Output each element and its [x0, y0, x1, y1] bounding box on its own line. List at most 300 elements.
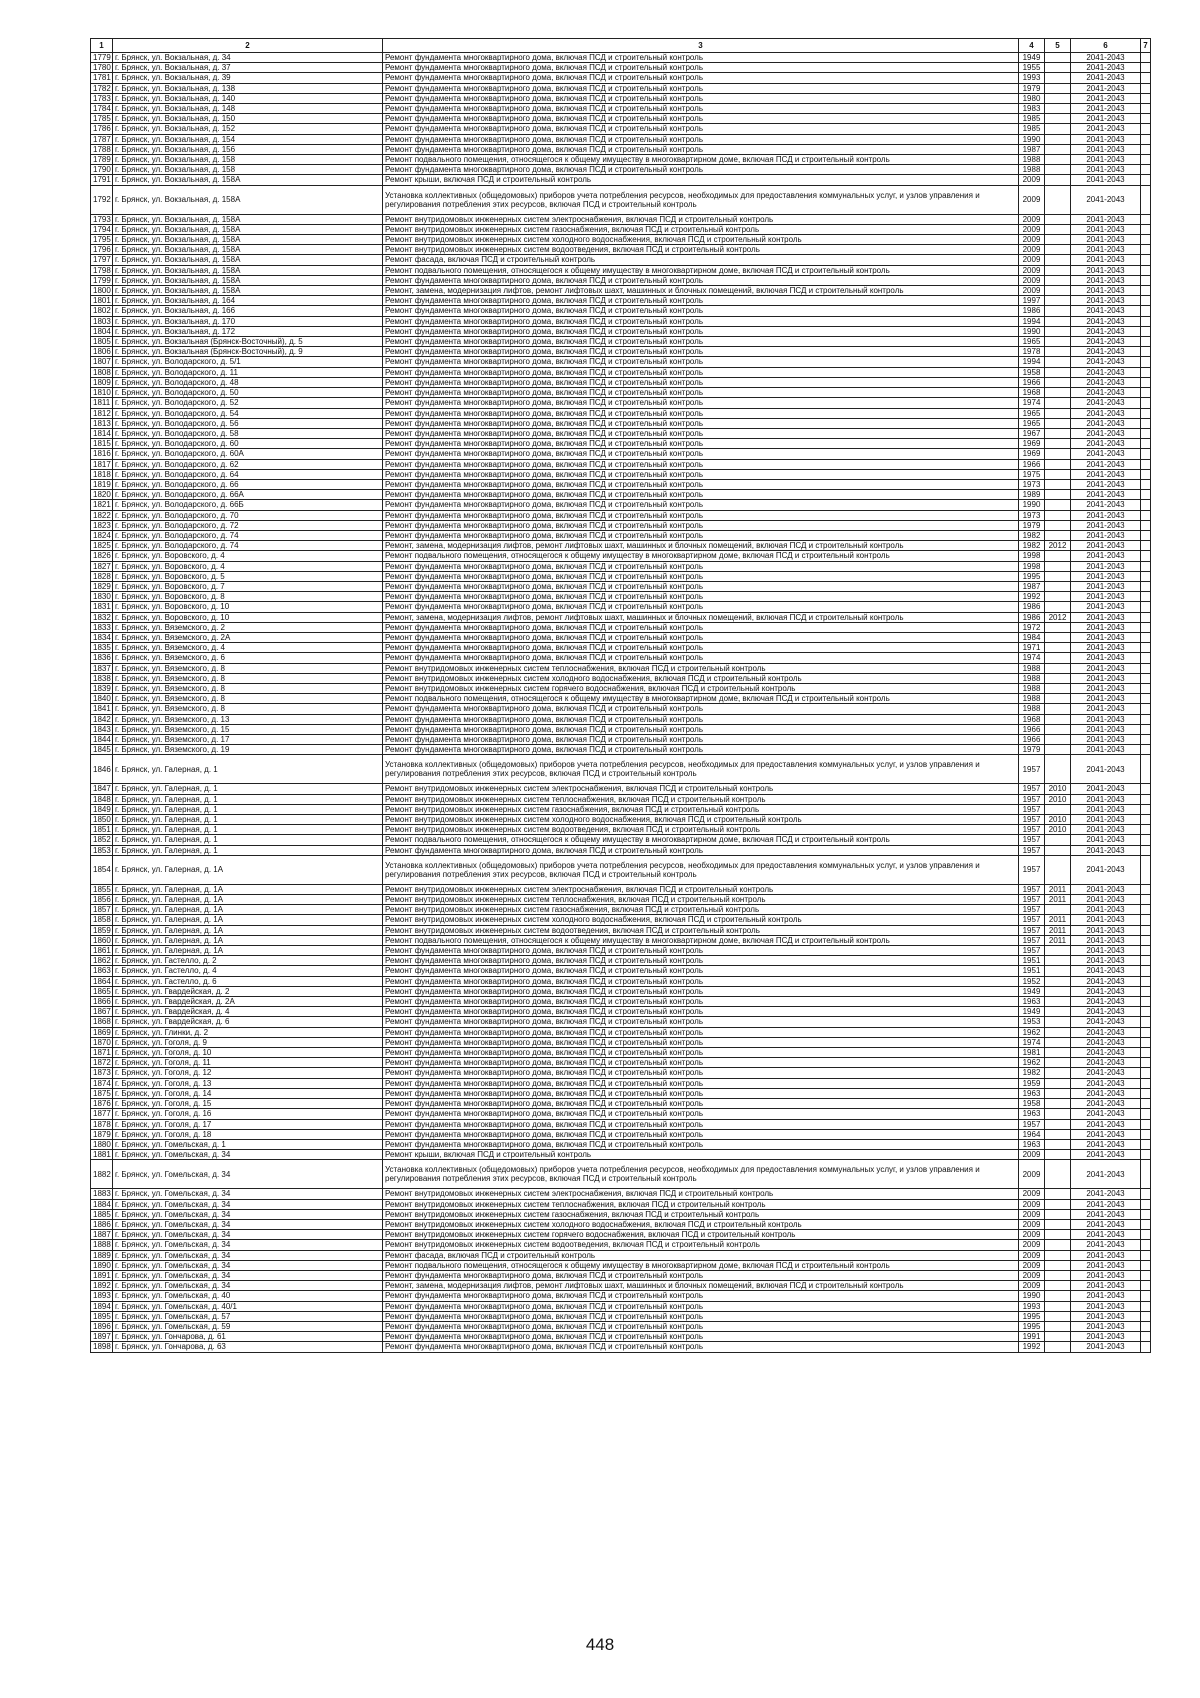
- planned-period: 2041-2043: [1071, 956, 1141, 966]
- build-year: 1988: [1019, 683, 1045, 693]
- build-year: 2009: [1019, 1219, 1045, 1229]
- col7-cell: [1141, 997, 1151, 1007]
- work-type: Ремонт фундамента многоквартирного дома, включая ПСД и строительный контроль: [383, 735, 1019, 745]
- planned-period: 2041-2043: [1071, 724, 1141, 734]
- table-row: [91, 683, 1151, 693]
- col7-cell: [1141, 53, 1151, 63]
- table-row: [91, 632, 1151, 642]
- table-row: [91, 714, 1151, 724]
- row-number: 1885: [91, 1209, 113, 1219]
- last-repair-year: [1045, 73, 1071, 83]
- work-type: Ремонт внутридомовых инженерных систем газоснабжения, включая ПСД и строительный контроль: [383, 804, 1019, 814]
- work-type: Ремонт фундамента многоквартирного дома, включая ПСД и строительный контроль: [383, 114, 1019, 124]
- planned-period: 2041-2043: [1071, 479, 1141, 489]
- planned-period: 2041-2043: [1071, 571, 1141, 581]
- build-year: 1962: [1019, 1058, 1045, 1068]
- address: г. Брянск, ул. Воровского, д. 8: [113, 592, 383, 602]
- work-type: Установка коллективных (общедомовых) приборов учета потребления ресурсов, необходимых для предоставления коммунальных услуг, и узлов управления и регулирования потребления этих ресурсов, включая ПСД и строительный контроль: [383, 1160, 1019, 1189]
- row-number: 1820: [91, 490, 113, 500]
- planned-period: 2041-2043: [1071, 551, 1141, 561]
- work-type: Ремонт фундамента многоквартирного дома, включая ПСД и строительный контроль: [383, 1321, 1019, 1331]
- address: г. Брянск, ул. Володарского, д. 5/1: [113, 357, 383, 367]
- address: г. Брянск, ул. Вяземского, д. 8: [113, 704, 383, 714]
- row-number: 1797: [91, 255, 113, 265]
- table-row: [91, 245, 1151, 255]
- row-number: 1796: [91, 245, 113, 255]
- row-number: 1782: [91, 83, 113, 93]
- work-type: Ремонт внутридомовых инженерных систем водоотведения, включая ПСД и строительный контроль: [383, 245, 1019, 255]
- planned-period: 2041-2043: [1071, 83, 1141, 93]
- last-repair-year: [1045, 1209, 1071, 1219]
- last-repair-year: [1045, 144, 1071, 154]
- build-year: 1981: [1019, 1048, 1045, 1058]
- table-row: [91, 1139, 1151, 1149]
- table-row: [91, 784, 1151, 794]
- work-type: Ремонт фундамента многоквартирного дома, включая ПСД и строительный контроль: [383, 367, 1019, 377]
- build-year: 1957: [1019, 755, 1045, 784]
- work-type: Ремонт фундамента многоквартирного дома, включая ПСД и строительный контроль: [383, 388, 1019, 398]
- address: г. Брянск, ул. Вокзальная, д. 39: [113, 73, 383, 83]
- table-row: [91, 1332, 1151, 1342]
- build-year: 1957: [1019, 835, 1045, 845]
- planned-period: 2041-2043: [1071, 1058, 1141, 1068]
- build-year: 2009: [1019, 286, 1045, 296]
- build-year: 1951: [1019, 966, 1045, 976]
- last-repair-year: [1045, 571, 1071, 581]
- work-type: Ремонт, замена, модернизация лифтов, ремонт лифтовых шахт, машинных и блочных помещений, включая ПСД и строительный контроль: [383, 1281, 1019, 1291]
- build-year: 1983: [1019, 104, 1045, 114]
- table-row: [91, 905, 1151, 915]
- build-year: 1966: [1019, 377, 1045, 387]
- col7-cell: [1141, 1209, 1151, 1219]
- address: г. Брянск, ул. Вокзальная, д. 158А: [113, 286, 383, 296]
- last-repair-year: [1045, 745, 1071, 755]
- build-year: 1957: [1019, 915, 1045, 925]
- build-year: 1988: [1019, 155, 1045, 165]
- work-type: Ремонт крыши, включая ПСД и строительный контроль: [383, 1150, 1019, 1160]
- planned-period: 2041-2043: [1071, 845, 1141, 855]
- last-repair-year: [1045, 510, 1071, 520]
- build-year: 1995: [1019, 1321, 1045, 1331]
- row-number: 1840: [91, 694, 113, 704]
- table-row: [91, 571, 1151, 581]
- build-year: 1982: [1019, 541, 1045, 551]
- last-repair-year: [1045, 1240, 1071, 1250]
- last-repair-year: [1045, 1160, 1071, 1189]
- address: г. Брянск, ул. Володарского, д. 70: [113, 510, 383, 520]
- row-number: 1838: [91, 673, 113, 683]
- address: г. Брянск, ул. Вокзальная, д. 148: [113, 104, 383, 114]
- build-year: 1966: [1019, 459, 1045, 469]
- table-row: [91, 1150, 1151, 1160]
- col7-cell: [1141, 966, 1151, 976]
- work-type: Ремонт внутридомовых инженерных систем холодного водоснабжения, включая ПСД и строительный контроль: [383, 235, 1019, 245]
- col7-cell: [1141, 520, 1151, 530]
- table-row: [91, 296, 1151, 306]
- build-year: 1984: [1019, 632, 1045, 642]
- work-type: Ремонт фундамента многоквартирного дома, включая ПСД и строительный контроль: [383, 83, 1019, 93]
- address: г. Брянск, ул. Гомельская, д. 34: [113, 1270, 383, 1280]
- build-year: 1958: [1019, 367, 1045, 377]
- table-row: [91, 439, 1151, 449]
- address: г. Брянск, ул. Володарского, д. 72: [113, 520, 383, 530]
- table-row: [91, 73, 1151, 83]
- address: г. Брянск, ул. Вокзальная (Брянск-Восточный), д. 9: [113, 347, 383, 357]
- col7-cell: [1141, 500, 1151, 510]
- col7-cell: [1141, 214, 1151, 224]
- last-repair-year: [1045, 63, 1071, 73]
- col7-cell: [1141, 255, 1151, 265]
- planned-period: 2041-2043: [1071, 1027, 1141, 1037]
- col7-cell: [1141, 165, 1151, 175]
- col7-cell: [1141, 1058, 1151, 1068]
- last-repair-year: 2010: [1045, 794, 1071, 804]
- address: г. Брянск, ул. Вяземского, д. 13: [113, 714, 383, 724]
- address: г. Брянск, ул. Гоголя, д. 17: [113, 1119, 383, 1129]
- table-row: [91, 83, 1151, 93]
- build-year: 2009: [1019, 1150, 1045, 1160]
- planned-period: 2041-2043: [1071, 104, 1141, 114]
- row-number: 1878: [91, 1119, 113, 1129]
- table-row: [91, 469, 1151, 479]
- address: г. Брянск, ул. Вяземского, д. 17: [113, 735, 383, 745]
- address: г. Брянск, ул. Галерная, д. 1: [113, 845, 383, 855]
- table-row: [91, 925, 1151, 935]
- last-repair-year: [1045, 1199, 1071, 1209]
- last-repair-year: [1045, 905, 1071, 915]
- planned-period: 2041-2043: [1071, 835, 1141, 845]
- build-year: 2009: [1019, 175, 1045, 185]
- address: г. Брянск, ул. Гвардейская, д. 2: [113, 986, 383, 996]
- build-year: 2009: [1019, 1160, 1045, 1189]
- last-repair-year: [1045, 653, 1071, 663]
- work-type: Ремонт фундамента многоквартирного дома, включая ПСД и строительный контроль: [383, 1301, 1019, 1311]
- last-repair-year: [1045, 296, 1071, 306]
- row-number: 1827: [91, 561, 113, 571]
- last-repair-year: [1045, 357, 1071, 367]
- last-repair-year: [1045, 804, 1071, 814]
- table-row: [91, 724, 1151, 734]
- planned-period: 2041-2043: [1071, 326, 1141, 336]
- col7-cell: [1141, 581, 1151, 591]
- planned-period: 2041-2043: [1071, 804, 1141, 814]
- planned-period: 2041-2043: [1071, 459, 1141, 469]
- col7-cell: [1141, 551, 1151, 561]
- table-row: [91, 418, 1151, 428]
- address: г. Брянск, ул. Гоголя, д. 13: [113, 1078, 383, 1088]
- work-type: Ремонт фундамента многоквартирного дома, включая ПСД и строительный контроль: [383, 653, 1019, 663]
- address: г. Брянск, ул. Гоголя, д. 15: [113, 1099, 383, 1109]
- table-row: [91, 1219, 1151, 1229]
- planned-period: 2041-2043: [1071, 673, 1141, 683]
- build-year: 1957: [1019, 946, 1045, 956]
- work-type: Ремонт фундамента многоквартирного дома, включая ПСД и строительный контроль: [383, 1058, 1019, 1068]
- address: г. Брянск, ул. Вяземского, д. 4: [113, 643, 383, 653]
- register-sheet: [90, 38, 1150, 1353]
- table-row: [91, 855, 1151, 884]
- planned-period: 2041-2043: [1071, 946, 1141, 956]
- table-row: [91, 1311, 1151, 1321]
- last-repair-year: 2012: [1045, 612, 1071, 622]
- col7-cell: [1141, 915, 1151, 925]
- row-number: 1896: [91, 1321, 113, 1331]
- row-number: 1795: [91, 235, 113, 245]
- col7-cell: [1141, 735, 1151, 745]
- planned-period: 2041-2043: [1071, 520, 1141, 530]
- last-repair-year: [1045, 946, 1071, 956]
- build-year: 1988: [1019, 673, 1045, 683]
- address: г. Брянск, ул. Галерная, д. 1А: [113, 884, 383, 894]
- col7-cell: [1141, 1219, 1151, 1229]
- build-year: 2009: [1019, 1281, 1045, 1291]
- col7-cell: [1141, 1342, 1151, 1352]
- planned-period: 2041-2043: [1071, 683, 1141, 693]
- work-type: Ремонт фундамента многоквартирного дома, включая ПСД и строительный контроль: [383, 1048, 1019, 1058]
- last-repair-year: [1045, 835, 1071, 845]
- column-number-row: [91, 39, 1151, 53]
- address: г. Брянск, ул. Воровского, д. 10: [113, 612, 383, 622]
- last-repair-year: [1045, 490, 1071, 500]
- work-type: Ремонт фундамента многоквартирного дома, включая ПСД и строительный контроль: [383, 93, 1019, 103]
- planned-period: 2041-2043: [1071, 1291, 1141, 1301]
- col7-cell: [1141, 449, 1151, 459]
- table-row: [91, 986, 1151, 996]
- last-repair-year: [1045, 104, 1071, 114]
- col7-cell: [1141, 1037, 1151, 1047]
- build-year: 1973: [1019, 479, 1045, 489]
- build-year: 1953: [1019, 1017, 1045, 1027]
- row-number: 1845: [91, 745, 113, 755]
- build-year: 1959: [1019, 1078, 1045, 1088]
- last-repair-year: [1045, 561, 1071, 571]
- build-year: 1963: [1019, 1139, 1045, 1149]
- build-year: 1957: [1019, 1119, 1045, 1129]
- work-type: Ремонт фундамента многоквартирного дома, включая ПСД и строительный контроль: [383, 134, 1019, 144]
- address: г. Брянск, ул. Вокзальная, д. 158А: [113, 214, 383, 224]
- build-year: 1994: [1019, 357, 1045, 367]
- last-repair-year: [1045, 224, 1071, 234]
- work-type: Ремонт фундамента многоквартирного дома, включая ПСД и строительный контроль: [383, 1342, 1019, 1352]
- planned-period: 2041-2043: [1071, 1209, 1141, 1219]
- col7-cell: [1141, 316, 1151, 326]
- planned-period: 2041-2043: [1071, 1160, 1141, 1189]
- work-type: Ремонт фундамента многоквартирного дома, включая ПСД и строительный контроль: [383, 1068, 1019, 1078]
- build-year: 1965: [1019, 418, 1045, 428]
- last-repair-year: [1045, 93, 1071, 103]
- build-year: 1974: [1019, 653, 1045, 663]
- last-repair-year: [1045, 1270, 1071, 1280]
- table-row: [91, 235, 1151, 245]
- col7-cell: [1141, 986, 1151, 996]
- col7-cell: [1141, 1068, 1151, 1078]
- row-number: 1860: [91, 935, 113, 945]
- table-row: [91, 755, 1151, 784]
- col7-cell: [1141, 815, 1151, 825]
- row-number: 1861: [91, 946, 113, 956]
- row-number: 1874: [91, 1078, 113, 1088]
- table-row: [91, 643, 1151, 653]
- last-repair-year: 2011: [1045, 895, 1071, 905]
- planned-period: 2041-2043: [1071, 275, 1141, 285]
- planned-period: 2041-2043: [1071, 398, 1141, 408]
- planned-period: 2041-2043: [1071, 694, 1141, 704]
- row-number: 1794: [91, 224, 113, 234]
- row-number: 1877: [91, 1109, 113, 1119]
- row-number: 1869: [91, 1027, 113, 1037]
- table-row: [91, 997, 1151, 1007]
- work-type: Ремонт фундамента многоквартирного дома, включая ПСД и строительный контроль: [383, 530, 1019, 540]
- row-number: 1889: [91, 1250, 113, 1260]
- work-type: Ремонт фундамента многоквартирного дома, включая ПСД и строительный контроль: [383, 418, 1019, 428]
- table-row: [91, 895, 1151, 905]
- row-number: 1884: [91, 1199, 113, 1209]
- work-type: Ремонт фундамента многоквартирного дома, включая ПСД и строительный контроль: [383, 104, 1019, 114]
- col7-cell: [1141, 1301, 1151, 1311]
- address: г. Брянск, ул. Вокзальная, д. 158А: [113, 224, 383, 234]
- planned-period: 2041-2043: [1071, 632, 1141, 642]
- col7-cell: [1141, 804, 1151, 814]
- build-year: 1979: [1019, 745, 1045, 755]
- planned-period: 2041-2043: [1071, 714, 1141, 724]
- build-year: 1987: [1019, 144, 1045, 154]
- address: г. Брянск, ул. Гомельская, д. 34: [113, 1199, 383, 1209]
- table-row: [91, 845, 1151, 855]
- last-repair-year: [1045, 1027, 1071, 1037]
- col7-cell: [1141, 63, 1151, 73]
- last-repair-year: [1045, 469, 1071, 479]
- address: г. Брянск, ул. Гомельская, д. 34: [113, 1150, 383, 1160]
- work-type: Ремонт фундамента многоквартирного дома, включая ПСД и строительный контроль: [383, 439, 1019, 449]
- last-repair-year: [1045, 976, 1071, 986]
- col7-cell: [1141, 93, 1151, 103]
- build-year: 2009: [1019, 265, 1045, 275]
- work-type: Ремонт фундамента многоквартирного дома, включая ПСД и строительный контроль: [383, 73, 1019, 83]
- row-number: 1895: [91, 1311, 113, 1321]
- planned-period: 2041-2043: [1071, 1240, 1141, 1250]
- last-repair-year: [1045, 530, 1071, 540]
- address: г. Брянск, ул. Вяземского, д. 6: [113, 653, 383, 663]
- col7-cell: [1141, 1230, 1151, 1240]
- build-year: 1968: [1019, 714, 1045, 724]
- table-row: [91, 104, 1151, 114]
- address: г. Брянск, ул. Галерная, д. 1: [113, 835, 383, 845]
- address: г. Брянск, ул. Вокзальная, д. 164: [113, 296, 383, 306]
- row-number: 1815: [91, 439, 113, 449]
- last-repair-year: [1045, 1139, 1071, 1149]
- address: г. Брянск, ул. Глинки, д. 2: [113, 1027, 383, 1037]
- col7-cell: [1141, 459, 1151, 469]
- last-repair-year: [1045, 845, 1071, 855]
- table-row: [91, 398, 1151, 408]
- last-repair-year: [1045, 1189, 1071, 1199]
- last-repair-year: [1045, 1007, 1071, 1017]
- work-type: Ремонт подвального помещения, относящегося к общему имуществу в многоквартирном доме, включая ПСД и строительный контроль: [383, 155, 1019, 165]
- planned-period: 2041-2043: [1071, 541, 1141, 551]
- build-year: 1988: [1019, 663, 1045, 673]
- address: г. Брянск, ул. Гвардейская, д. 2А: [113, 997, 383, 1007]
- row-number: 1854: [91, 855, 113, 884]
- row-number: 1823: [91, 520, 113, 530]
- last-repair-year: [1045, 1058, 1071, 1068]
- row-number: 1862: [91, 956, 113, 966]
- row-number: 1833: [91, 622, 113, 632]
- planned-period: 2041-2043: [1071, 500, 1141, 510]
- planned-period: 2041-2043: [1071, 1088, 1141, 1098]
- planned-period: 2041-2043: [1071, 745, 1141, 755]
- address: г. Брянск, ул. Галерная, д. 1А: [113, 895, 383, 905]
- work-type: Ремонт фундамента многоквартирного дома, включая ПСД и строительный контроль: [383, 275, 1019, 285]
- col7-cell: [1141, 224, 1151, 234]
- table-row: [91, 915, 1151, 925]
- last-repair-year: [1045, 704, 1071, 714]
- row-number: 1785: [91, 114, 113, 124]
- work-type: Ремонт фундамента многоквартирного дома, включая ПСД и строительный контроль: [383, 337, 1019, 347]
- work-type: Ремонт фундамента многоквартирного дома, включая ПСД и строительный контроль: [383, 966, 1019, 976]
- row-number: 1841: [91, 704, 113, 714]
- table-row: [91, 337, 1151, 347]
- work-type: Ремонт фундамента многоквартирного дома, включая ПСД и строительный контроль: [383, 704, 1019, 714]
- build-year: 1957: [1019, 935, 1045, 945]
- row-number: 1883: [91, 1189, 113, 1199]
- col7-cell: [1141, 1291, 1151, 1301]
- address: г. Брянск, ул. Гомельская, д. 57: [113, 1311, 383, 1321]
- build-year: 1992: [1019, 592, 1045, 602]
- row-number: 1789: [91, 155, 113, 165]
- row-number: 1853: [91, 845, 113, 855]
- planned-period: 2041-2043: [1071, 1119, 1141, 1129]
- row-number: 1791: [91, 175, 113, 185]
- build-year: 2009: [1019, 1240, 1045, 1250]
- work-type: Ремонт фундамента многоквартирного дома, включая ПСД и строительный контроль: [383, 976, 1019, 986]
- row-number: 1850: [91, 815, 113, 825]
- address: г. Брянск, ул. Вокзальная, д. 37: [113, 63, 383, 73]
- planned-period: 2041-2043: [1071, 93, 1141, 103]
- planned-period: 2041-2043: [1071, 1017, 1141, 1027]
- last-repair-year: [1045, 673, 1071, 683]
- address: г. Брянск, ул. Гоголя, д. 10: [113, 1048, 383, 1058]
- col7-cell: [1141, 724, 1151, 734]
- page-number: 448: [585, 1635, 615, 1654]
- table-row: [91, 1037, 1151, 1047]
- col7-cell: [1141, 388, 1151, 398]
- table-row: [91, 735, 1151, 745]
- col7-cell: [1141, 1119, 1151, 1129]
- address: г. Брянск, ул. Володарского, д. 66: [113, 479, 383, 489]
- address: г. Брянск, ул. Володарского, д. 11: [113, 367, 383, 377]
- last-repair-year: [1045, 632, 1071, 642]
- last-repair-year: [1045, 1332, 1071, 1342]
- last-repair-year: [1045, 439, 1071, 449]
- row-number: 1806: [91, 347, 113, 357]
- col7-cell: [1141, 73, 1151, 83]
- col7-cell: [1141, 602, 1151, 612]
- table-row: [91, 1230, 1151, 1240]
- last-repair-year: [1045, 592, 1071, 602]
- work-type: Ремонт фундамента многоквартирного дома, включая ПСД и строительный контроль: [383, 845, 1019, 855]
- planned-period: 2041-2043: [1071, 124, 1141, 134]
- row-number: 1792: [91, 185, 113, 214]
- last-repair-year: [1045, 663, 1071, 673]
- address: г. Брянск, ул. Володарского, д. 56: [113, 418, 383, 428]
- row-number: 1813: [91, 418, 113, 428]
- build-year: 1993: [1019, 73, 1045, 83]
- planned-period: 2041-2043: [1071, 1219, 1141, 1229]
- address: г. Брянск, ул. Вокзальная, д. 158А: [113, 265, 383, 275]
- table-row: [91, 275, 1151, 285]
- last-repair-year: [1045, 388, 1071, 398]
- build-year: 1969: [1019, 449, 1045, 459]
- row-number: 1886: [91, 1219, 113, 1229]
